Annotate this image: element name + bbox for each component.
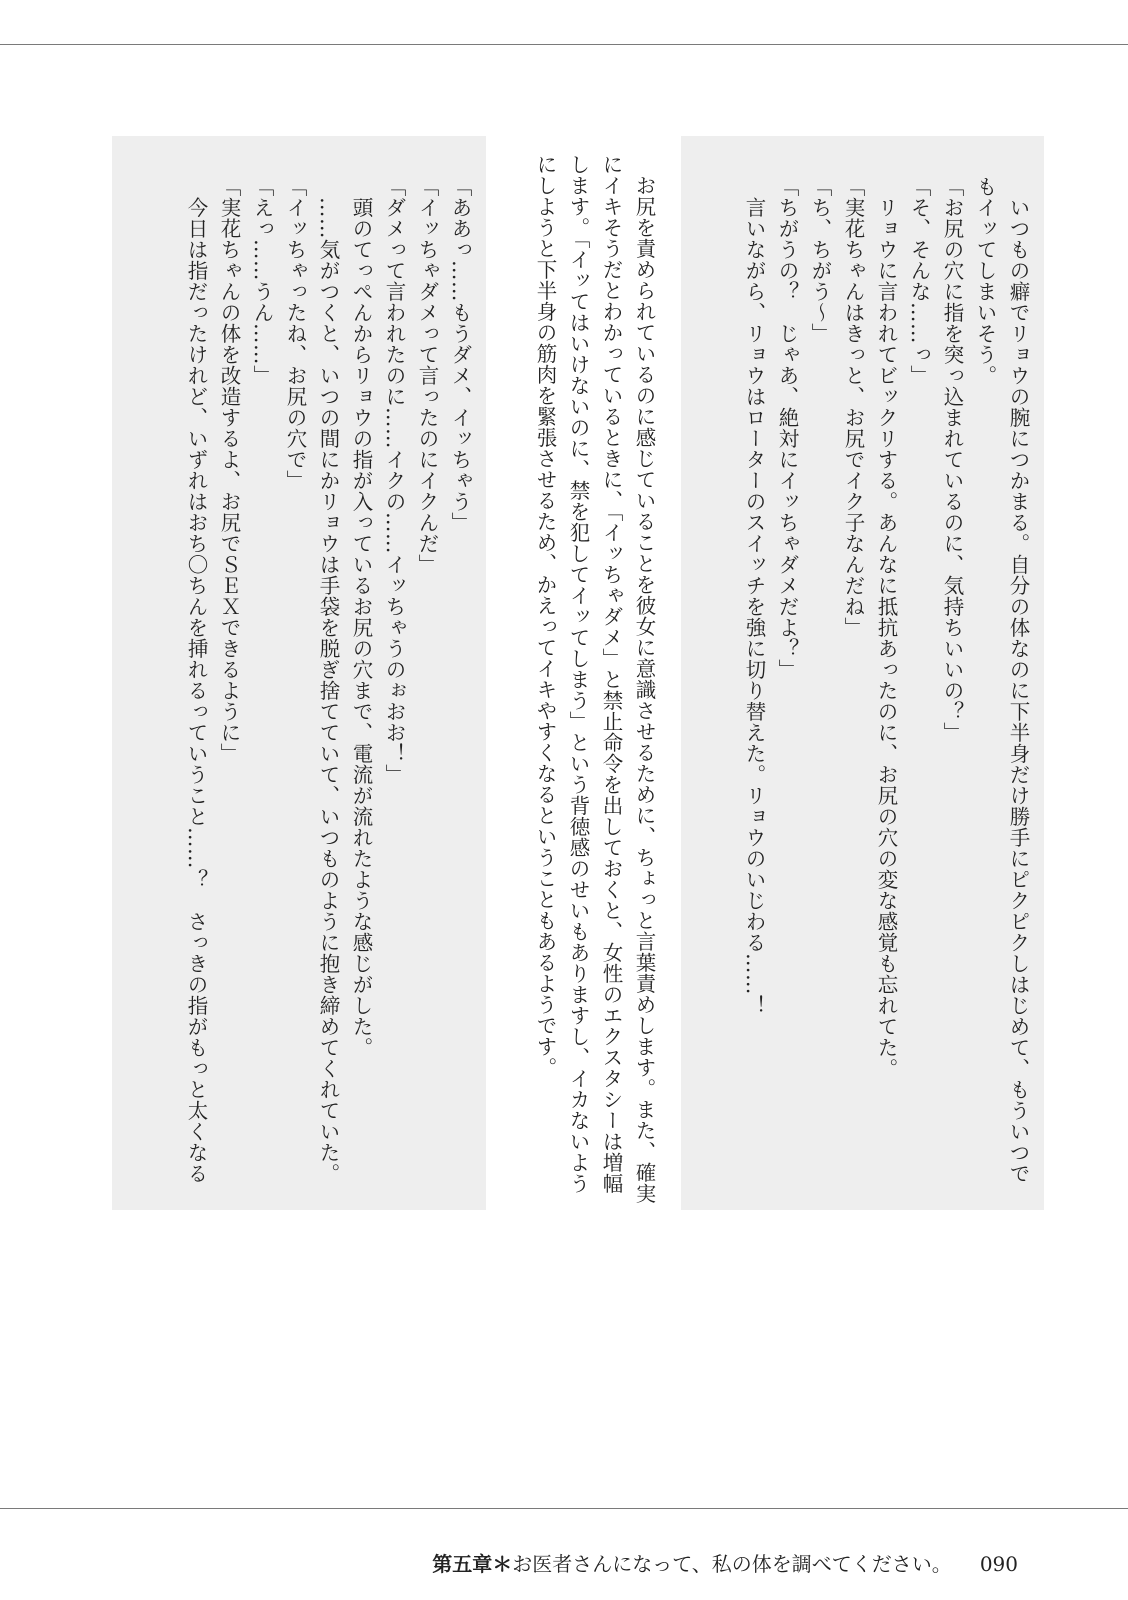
chapter-title: お医者さんになって、私の体を調べてください。	[512, 1552, 952, 1576]
chapter-label: 第五章＊	[432, 1552, 513, 1576]
page-footer	[432, 1548, 1018, 1577]
paragraph: 「ああっ……もうダメ、イッちゃう」	[448, 176, 472, 533]
paragraph: 「実花ちゃんの体を改造するよ、お尻でＳＥＸできるように」	[217, 176, 241, 764]
page-number: 090	[979, 1552, 1018, 1576]
callout-box-left	[112, 136, 486, 1210]
paragraph: 「実花ちゃんはきっと、お尻でイク子なんだね」	[841, 176, 865, 638]
paragraph: いつもの癖でリョウの腕につかまる。自分の体なのに下半身だけ勝手にピクピクしはじめて、もういつでもイッてしまいそう。	[973, 176, 1030, 1184]
paragraph: 言いながら、リョウはローターのスイッチを強に切り替えた。リョウのいじわる……！	[742, 176, 766, 1016]
paragraph: ……気がつくと、いつの間にかリョウは手袋を脱ぎ捨てていて、いつものように抱き締めてくれていた。	[316, 176, 340, 1184]
paragraph: お尻を責められているのに感じていることを彼女に意識させるために、ちょっと言葉責めします。また、確実にイキそうだとわかっているときに、「イッちゃダメ」と禁止命令を出しておくと、女性のエクスタシーは増幅します。「イッてはいけないのに、禁を犯してイッてしまう」という背徳感のせいもありますし、イカないようにしようと下半身の筋肉を緊張させるため、かえってイキやすくなるということもあるようです。	[533, 154, 656, 1204]
callout-left-text	[179, 176, 476, 1196]
paragraph: 「ダメって言われたのに……イクの……イッちゃうのぉおお！」	[382, 176, 406, 785]
commentary-text	[528, 154, 660, 1214]
paragraph: 今日は指だったけれど、いずれはおち〇ちんを挿れるっていうこと……？ さっきの指がもっと太くなる	[184, 176, 208, 1184]
header-rule	[0, 44, 1128, 45]
callout-right-text	[737, 176, 1034, 1196]
paragraph: 「ちがうの？ じゃあ、絶対にイッちゃダメだよ？」	[775, 176, 799, 680]
callout-box-right	[681, 136, 1044, 1210]
paragraph: 頭のてっぺんからリョウの指が入っているお尻の穴まで、電流が流れたような感じがした。	[349, 176, 373, 1058]
commentary-column	[510, 154, 660, 1214]
paragraph: 「ち、ちがう〜」	[808, 176, 832, 344]
footer-rule	[0, 1508, 1128, 1509]
paragraph: 「イッちゃダメって言ったのにイクんだ」	[415, 176, 439, 575]
paragraph: 「えっ……うん……」	[250, 176, 274, 386]
paragraph: 「そ、そんな……っ」	[907, 176, 931, 386]
paragraph: 「お尻の穴に指を突っ込まれているのに、気持ちいいの？」	[940, 176, 964, 743]
paragraph: リョウに言われてビックリする。あんなに抵抗あったのに、お尻の穴の変な感覚も忘れてた。	[874, 176, 898, 1079]
paragraph: 「イッちゃったね、お尻の穴で」	[283, 176, 307, 491]
